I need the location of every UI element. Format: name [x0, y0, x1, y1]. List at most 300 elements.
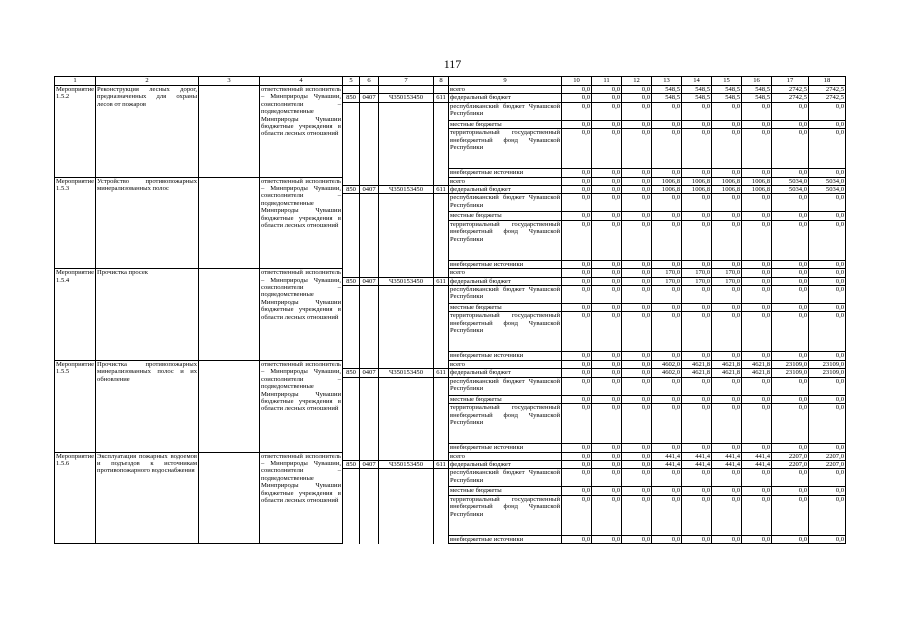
empty-cell	[343, 220, 360, 260]
amount-cell: 0,0	[809, 102, 846, 120]
amount-cell: 0,0	[562, 444, 592, 452]
amount-cell: 0,0	[622, 352, 652, 360]
amount-cell: 0,0	[742, 277, 772, 285]
amount-cell: 2207,0	[809, 452, 846, 460]
amount-cell: 0,0	[592, 495, 622, 535]
empty-cell	[434, 212, 449, 220]
amount-cell: 0,0	[622, 304, 652, 312]
vr-code: 611	[434, 94, 449, 102]
funding-source: территориальный государственный внебюджетный фонд Чувашской Республики	[449, 312, 562, 352]
activity-code: Мероприятие 1.5.4	[55, 269, 96, 361]
funding-source: территориальный государственный внебюджетный фонд Чувашской Республики	[449, 220, 562, 260]
empty-cell	[360, 286, 379, 304]
amount-cell: 1006,8	[742, 186, 772, 194]
budget-table	[54, 76, 846, 544]
empty-cell	[343, 395, 360, 403]
amount-cell: 0,0	[772, 535, 809, 543]
amount-cell: 0,0	[622, 269, 652, 277]
amount-cell: 4621,8	[682, 369, 712, 377]
amount-cell: 0,0	[622, 452, 652, 460]
amount-cell: 0,0	[592, 469, 622, 487]
amount-cell: 0,0	[562, 277, 592, 285]
amount-cell: 0,0	[772, 260, 809, 268]
amount-cell: 0,0	[682, 395, 712, 403]
empty-cell	[434, 377, 449, 395]
table-body	[55, 77, 846, 544]
amount-cell: 0,0	[592, 286, 622, 304]
empty-cell	[379, 269, 434, 277]
funding-source: федеральный бюджет	[449, 186, 562, 194]
column-number: 1	[55, 77, 96, 86]
funding-source: внебюджетные источники	[449, 260, 562, 268]
empty-cell	[379, 360, 434, 368]
empty-cell	[434, 120, 449, 128]
funding-source: внебюджетные источники	[449, 444, 562, 452]
amount-cell: 0,0	[592, 452, 622, 460]
column-number: 5	[343, 77, 360, 86]
amount-cell: 0,0	[742, 269, 772, 277]
amount-cell: 548,5	[652, 94, 682, 102]
empty-cell	[199, 269, 260, 361]
amount-cell: 0,0	[742, 129, 772, 169]
amount-cell: 170,0	[712, 269, 742, 277]
amount-cell: 0,0	[592, 535, 622, 543]
amount-cell: 0,0	[712, 220, 742, 260]
grbs-code: 850	[343, 94, 360, 102]
empty-cell	[434, 360, 449, 368]
rzpr-code: 0407	[360, 460, 379, 468]
amount-cell: 0,0	[622, 444, 652, 452]
empty-cell	[434, 352, 449, 360]
amount-cell: 0,0	[682, 169, 712, 177]
amount-cell: 0,0	[652, 352, 682, 360]
empty-cell	[434, 487, 449, 495]
amount-cell: 0,0	[562, 352, 592, 360]
amount-cell: 0,0	[742, 469, 772, 487]
empty-cell	[434, 194, 449, 212]
table-row	[55, 177, 846, 185]
responsible-executor: ответственный исполнитель – Минприроды Чувашии, соисполнители – подведомственные Минприроды Чувашии бюджетные учреждения в области лесных отношений	[260, 360, 343, 452]
amount-cell: 0,0	[652, 377, 682, 395]
amount-cell: 0,0	[562, 177, 592, 185]
amount-cell: 0,0	[622, 495, 652, 535]
activity-code: Мероприятие 1.5.6	[55, 452, 96, 544]
empty-cell	[360, 212, 379, 220]
empty-cell	[343, 360, 360, 368]
amount-cell: 0,0	[652, 495, 682, 535]
amount-cell: 0,0	[772, 487, 809, 495]
funding-source: республиканский бюджет Чувашской Республики	[449, 102, 562, 120]
funding-source: местные бюджеты	[449, 395, 562, 403]
amount-cell: 0,0	[742, 395, 772, 403]
amount-cell: 0,0	[622, 469, 652, 487]
column-number: 11	[592, 77, 622, 86]
amount-cell: 170,0	[652, 277, 682, 285]
amount-cell: 0,0	[682, 220, 712, 260]
amount-cell: 441,4	[712, 460, 742, 468]
empty-cell	[199, 452, 260, 544]
empty-cell	[434, 129, 449, 169]
amount-cell: 0,0	[809, 377, 846, 395]
amount-cell: 0,0	[712, 120, 742, 128]
column-number: 9	[449, 77, 562, 86]
amount-cell: 0,0	[652, 169, 682, 177]
amount-cell: 170,0	[682, 269, 712, 277]
empty-cell	[360, 220, 379, 260]
amount-cell: 0,0	[772, 444, 809, 452]
kcsr-code: Ч350153450	[379, 94, 434, 102]
amount-cell: 1006,8	[712, 186, 742, 194]
empty-cell	[379, 377, 434, 395]
empty-cell	[343, 352, 360, 360]
empty-cell	[434, 169, 449, 177]
amount-cell: 441,4	[742, 460, 772, 468]
amount-cell: 2207,0	[809, 460, 846, 468]
amount-cell: 2742,5	[809, 86, 846, 94]
amount-cell: 0,0	[772, 304, 809, 312]
amount-cell: 1006,8	[682, 186, 712, 194]
amount-cell: 0,0	[622, 169, 652, 177]
column-number: 4	[260, 77, 343, 86]
empty-cell	[343, 260, 360, 268]
amount-cell: 0,0	[809, 286, 846, 304]
amount-cell: 4621,8	[712, 360, 742, 368]
amount-cell: 0,0	[592, 304, 622, 312]
amount-cell: 0,0	[682, 194, 712, 212]
empty-cell	[343, 120, 360, 128]
amount-cell: 5034,0	[809, 186, 846, 194]
amount-cell: 4621,8	[742, 369, 772, 377]
amount-cell: 441,4	[682, 452, 712, 460]
amount-cell: 0,0	[682, 286, 712, 304]
amount-cell: 441,4	[652, 460, 682, 468]
amount-cell: 0,0	[562, 377, 592, 395]
empty-cell	[199, 86, 260, 178]
amount-cell: 0,0	[809, 120, 846, 128]
funding-source: местные бюджеты	[449, 304, 562, 312]
amount-cell: 0,0	[622, 312, 652, 352]
amount-cell: 0,0	[652, 120, 682, 128]
amount-cell: 0,0	[772, 377, 809, 395]
column-number: 12	[622, 77, 652, 86]
rzpr-code: 0407	[360, 277, 379, 285]
empty-cell	[434, 269, 449, 277]
amount-cell: 5034,0	[772, 177, 809, 185]
amount-cell: 0,0	[809, 444, 846, 452]
amount-cell: 0,0	[592, 186, 622, 194]
empty-cell	[360, 304, 379, 312]
empty-cell	[199, 360, 260, 452]
amount-cell: 0,0	[622, 86, 652, 94]
grbs-code: 850	[343, 460, 360, 468]
amount-cell: 0,0	[652, 469, 682, 487]
amount-cell: 0,0	[652, 220, 682, 260]
empty-cell	[343, 469, 360, 487]
amount-cell: 4621,8	[682, 360, 712, 368]
funding-source: внебюджетные источники	[449, 352, 562, 360]
empty-cell	[343, 269, 360, 277]
funding-source: местные бюджеты	[449, 120, 562, 128]
amount-cell: 4602,0	[652, 369, 682, 377]
amount-cell: 170,0	[712, 277, 742, 285]
amount-cell: 0,0	[772, 404, 809, 444]
amount-cell: 0,0	[562, 194, 592, 212]
amount-cell: 0,0	[712, 535, 742, 543]
amount-cell: 0,0	[712, 194, 742, 212]
empty-cell	[379, 487, 434, 495]
amount-cell: 0,0	[592, 120, 622, 128]
grbs-code: 850	[343, 186, 360, 194]
responsible-executor: ответственный исполнитель – Минприроды Чувашии, соисполнители – подведомственные Минприроды Чувашии бюджетные учреждения в области лесных отношений	[260, 452, 343, 544]
amount-cell: 441,4	[652, 452, 682, 460]
table-row	[55, 360, 846, 368]
amount-cell: 0,0	[772, 220, 809, 260]
empty-cell	[343, 86, 360, 94]
amount-cell: 0,0	[742, 352, 772, 360]
empty-cell	[379, 169, 434, 177]
empty-cell	[379, 220, 434, 260]
column-number: 6	[360, 77, 379, 86]
funding-source: внебюджетные источники	[449, 535, 562, 543]
rzpr-code: 0407	[360, 186, 379, 194]
empty-cell	[360, 360, 379, 368]
funding-source: всего	[449, 269, 562, 277]
activity-code: Мероприятие 1.5.5	[55, 360, 96, 452]
amount-cell: 0,0	[592, 86, 622, 94]
amount-cell: 0,0	[562, 395, 592, 403]
empty-cell	[343, 212, 360, 220]
responsible-executor: ответственный исполнитель – Минприроды Чувашии, соисполнители – подведомственные Минприроды Чувашии бюджетные учреждения в области лесных отношений	[260, 177, 343, 269]
amount-cell: 0,0	[772, 277, 809, 285]
amount-cell: 0,0	[592, 102, 622, 120]
empty-cell	[434, 260, 449, 268]
column-number-row	[55, 77, 846, 86]
empty-cell	[343, 535, 360, 543]
amount-cell: 0,0	[809, 194, 846, 212]
grbs-code: 850	[343, 277, 360, 285]
amount-cell: 5034,0	[772, 186, 809, 194]
funding-source: территориальный государственный внебюджетный фонд Чувашской Республики	[449, 404, 562, 444]
amount-cell: 0,0	[622, 186, 652, 194]
amount-cell: 0,0	[742, 535, 772, 543]
amount-cell: 0,0	[592, 377, 622, 395]
column-number: 2	[96, 77, 199, 86]
amount-cell: 0,0	[712, 312, 742, 352]
empty-cell	[360, 312, 379, 352]
rzpr-code: 0407	[360, 369, 379, 377]
amount-cell: 0,0	[562, 404, 592, 444]
amount-cell: 0,0	[652, 535, 682, 543]
column-number: 14	[682, 77, 712, 86]
amount-cell: 0,0	[592, 194, 622, 212]
amount-cell: 2742,5	[772, 94, 809, 102]
amount-cell: 0,0	[712, 129, 742, 169]
empty-cell	[379, 495, 434, 535]
amount-cell: 0,0	[592, 220, 622, 260]
amount-cell: 548,5	[742, 94, 772, 102]
amount-cell: 0,0	[809, 469, 846, 487]
amount-cell: 0,0	[592, 460, 622, 468]
empty-cell	[434, 452, 449, 460]
empty-cell	[379, 304, 434, 312]
empty-cell	[360, 169, 379, 177]
amount-cell: 5034,0	[809, 177, 846, 185]
amount-cell: 0,0	[622, 460, 652, 468]
empty-cell	[360, 260, 379, 268]
empty-cell	[360, 102, 379, 120]
amount-cell: 0,0	[622, 260, 652, 268]
amount-cell: 4621,8	[712, 369, 742, 377]
page-number: 117	[443, 57, 462, 71]
funding-source: республиканский бюджет Чувашской Республики	[449, 194, 562, 212]
amount-cell: 0,0	[592, 360, 622, 368]
amount-cell: 0,0	[562, 169, 592, 177]
empty-cell	[379, 212, 434, 220]
amount-cell: 4602,0	[652, 360, 682, 368]
funding-source: местные бюджеты	[449, 212, 562, 220]
amount-cell: 1006,8	[652, 186, 682, 194]
empty-cell	[360, 86, 379, 94]
amount-cell: 0,0	[592, 312, 622, 352]
amount-cell: 0,0	[742, 444, 772, 452]
funding-source: всего	[449, 86, 562, 94]
amount-cell: 0,0	[682, 444, 712, 452]
empty-cell	[379, 86, 434, 94]
amount-cell: 0,0	[682, 120, 712, 128]
amount-cell: 548,5	[682, 86, 712, 94]
column-number: 7	[379, 77, 434, 86]
column-number: 15	[712, 77, 742, 86]
empty-cell	[360, 495, 379, 535]
amount-cell: 0,0	[682, 212, 712, 220]
amount-cell: 0,0	[562, 102, 592, 120]
amount-cell: 0,0	[652, 286, 682, 304]
amount-cell: 0,0	[742, 169, 772, 177]
amount-cell: 0,0	[772, 102, 809, 120]
amount-cell: 0,0	[809, 212, 846, 220]
amount-cell: 0,0	[592, 395, 622, 403]
vr-code: 611	[434, 277, 449, 285]
empty-cell	[379, 404, 434, 444]
empty-cell	[360, 535, 379, 543]
amount-cell: 0,0	[562, 487, 592, 495]
empty-cell	[360, 177, 379, 185]
amount-cell: 0,0	[592, 444, 622, 452]
amount-cell: 0,0	[742, 260, 772, 268]
amount-cell: 0,0	[592, 94, 622, 102]
amount-cell: 0,0	[809, 260, 846, 268]
amount-cell: 0,0	[682, 495, 712, 535]
column-number: 18	[809, 77, 846, 86]
empty-cell	[360, 120, 379, 128]
amount-cell: 23109,0	[772, 360, 809, 368]
empty-cell	[360, 444, 379, 452]
amount-cell: 0,0	[622, 94, 652, 102]
amount-cell: 0,0	[562, 460, 592, 468]
amount-cell: 0,0	[652, 444, 682, 452]
empty-cell	[343, 452, 360, 460]
amount-cell: 170,0	[652, 269, 682, 277]
empty-cell	[379, 352, 434, 360]
amount-cell: 0,0	[592, 212, 622, 220]
amount-cell: 441,4	[682, 460, 712, 468]
amount-cell: 0,0	[652, 194, 682, 212]
amount-cell: 0,0	[809, 535, 846, 543]
empty-cell	[360, 395, 379, 403]
empty-cell	[360, 469, 379, 487]
responsible-executor: ответственный исполнитель – Минприроды Чувашии, соисполнители – подведомственные Минприроды Чувашии бюджетные учреждения в области лесных отношений	[260, 269, 343, 361]
amount-cell: 0,0	[562, 469, 592, 487]
amount-cell: 0,0	[622, 120, 652, 128]
amount-cell: 170,0	[682, 277, 712, 285]
amount-cell: 2207,0	[772, 452, 809, 460]
amount-cell: 0,0	[682, 352, 712, 360]
empty-cell	[379, 120, 434, 128]
column-number: 8	[434, 77, 449, 86]
amount-cell: 0,0	[592, 260, 622, 268]
amount-cell: 23109,0	[809, 360, 846, 368]
amount-cell: 0,0	[622, 220, 652, 260]
amount-cell: 0,0	[622, 487, 652, 495]
empty-cell	[343, 495, 360, 535]
amount-cell: 4621,8	[742, 360, 772, 368]
empty-cell	[379, 177, 434, 185]
amount-cell: 0,0	[809, 352, 846, 360]
amount-cell: 0,0	[652, 129, 682, 169]
amount-cell: 0,0	[592, 169, 622, 177]
amount-cell: 0,0	[712, 469, 742, 487]
amount-cell: 548,5	[682, 94, 712, 102]
amount-cell: 0,0	[742, 495, 772, 535]
amount-cell: 0,0	[712, 395, 742, 403]
amount-cell: 0,0	[652, 487, 682, 495]
amount-cell: 0,0	[712, 352, 742, 360]
amount-cell: 0,0	[592, 277, 622, 285]
amount-cell: 1006,8	[712, 177, 742, 185]
empty-cell	[360, 487, 379, 495]
amount-cell: 548,5	[742, 86, 772, 94]
amount-cell: 0,0	[742, 120, 772, 128]
funding-source: федеральный бюджет	[449, 460, 562, 468]
amount-cell: 0,0	[682, 469, 712, 487]
amount-cell: 0,0	[712, 377, 742, 395]
amount-cell: 0,0	[712, 495, 742, 535]
amount-cell: 0,0	[652, 212, 682, 220]
activity-name: Эксплуатация пожарных водоемов и подъездов к источникам противопожарного водоснабжения	[96, 452, 199, 544]
amount-cell: 1006,8	[682, 177, 712, 185]
activity-code: Мероприятие 1.5.3	[55, 177, 96, 269]
amount-cell: 548,5	[712, 86, 742, 94]
kcsr-code: Ч350153450	[379, 277, 434, 285]
amount-cell: 0,0	[592, 369, 622, 377]
amount-cell: 0,0	[592, 269, 622, 277]
funding-source: внебюджетные источники	[449, 169, 562, 177]
amount-cell: 0,0	[712, 286, 742, 304]
funding-source: федеральный бюджет	[449, 94, 562, 102]
empty-cell	[434, 469, 449, 487]
amount-cell: 1006,8	[742, 177, 772, 185]
rzpr-code: 0407	[360, 94, 379, 102]
empty-cell	[379, 129, 434, 169]
amount-cell: 0,0	[622, 360, 652, 368]
amount-cell: 0,0	[562, 269, 592, 277]
amount-cell: 0,0	[562, 304, 592, 312]
funding-source: территориальный государственный внебюджетный фонд Чувашской Республики	[449, 495, 562, 535]
empty-cell	[343, 194, 360, 212]
amount-cell: 0,0	[622, 286, 652, 304]
amount-cell: 0,0	[562, 369, 592, 377]
amount-cell: 0,0	[809, 220, 846, 260]
